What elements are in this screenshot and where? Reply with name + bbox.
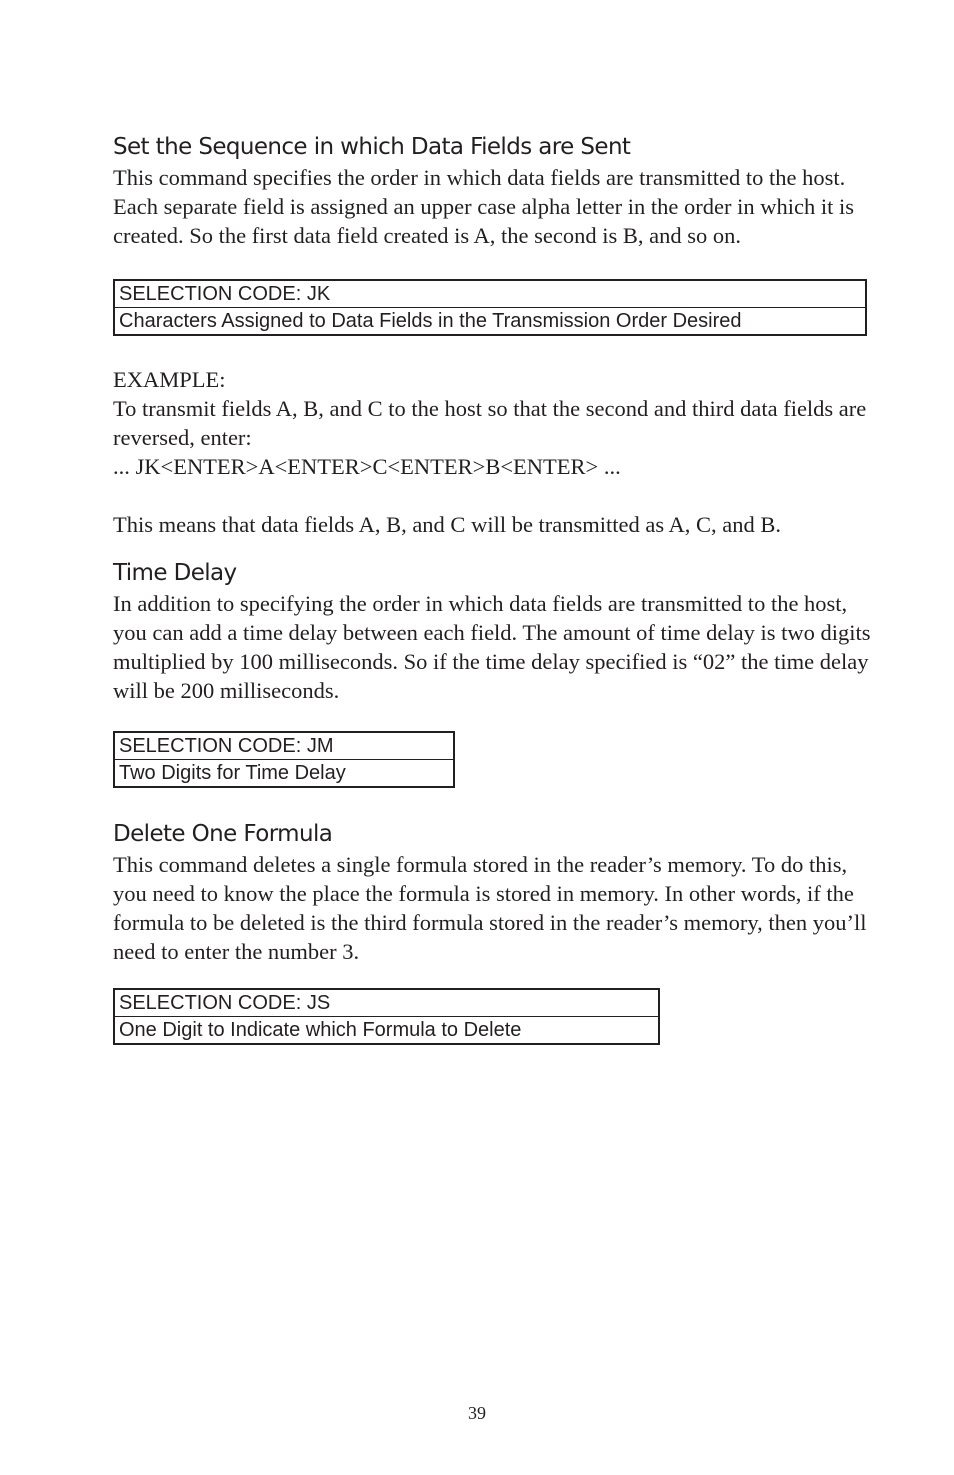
page-number: 39 (468, 1403, 486, 1423)
section-heading-delete-formula: Delete One Formula (113, 821, 333, 847)
selection-code-description: Characters Assigned to Data Fields in the Transmission Order Desired (115, 307, 865, 334)
selection-code-box-jk (113, 279, 867, 336)
selection-code-box-jm (113, 731, 455, 788)
selection-code-label: SELECTION CODE: JM (119, 735, 334, 757)
section-paragraph-time-delay: In addition to specifying the order in which data fields are transmitted to the host, you can add a time delay between each field. The amount of time delay is two digits multiplied by 100 milliseconds. So if the time delay specified is “02” the time delay will be 200 milliseconds. (113, 591, 871, 703)
section-heading-sequence: Set the Sequence in which Data Fields are Sent (113, 134, 631, 160)
selection-code-description: Two Digits for Time Delay (115, 759, 453, 786)
selection-code-description: One Digit to Indicate which Formula to Delete (115, 1016, 658, 1043)
example-text: To transmit fields A, B, and C to the host so that the second and third data fields are reversed, enter: (113, 396, 867, 450)
selection-code-label: SELECTION CODE: JS (119, 992, 331, 1014)
example-result: This means that data fields A, B, and C will be transmitted as A, C, and B. (113, 512, 782, 537)
section-heading-time-delay: Time Delay (113, 560, 237, 586)
example-command: ... JK<ENTER>A<ENTER>C<ENTER>B<ENTER> ... (113, 454, 621, 479)
selection-code-box-js (113, 988, 660, 1045)
example-label: EXAMPLE: (113, 367, 226, 392)
selection-code-label: SELECTION CODE: JK (119, 283, 331, 305)
document-page (113, 131, 873, 1045)
section-paragraph-delete-formula: This command deletes a single formula stored in the reader’s memory. To do this, you need to know the place the formula is stored in memory. In other words, if the formula to be deleted is the third formula stored in the reader’s memory, then you’ll need to enter the number 3. (113, 852, 867, 964)
section-paragraph-sequence: This command specifies the order in which data fields are transmitted to the host. Each separate field is assigned an upper case alpha letter in the order in which it is created. So the first data field created is A, the second is B, and so on. (113, 165, 854, 248)
